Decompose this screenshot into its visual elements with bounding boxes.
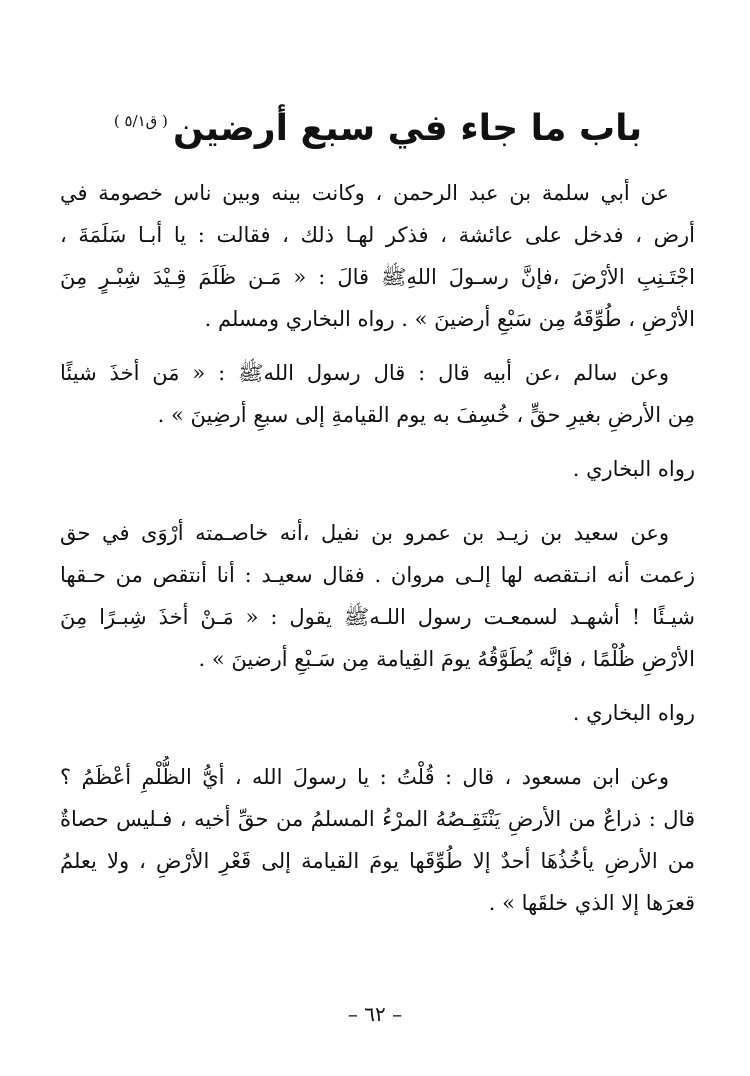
text-line: شيـئًا ! أشهـد لسمعـت رسول اللـهﷺ يقول : « مَـنْ أخذَ شِبـرًا مِنَ: [60, 605, 695, 629]
chapter-title: باب ما جاء في سبع أرضين: [172, 108, 643, 149]
text-line: وعن ابن مسعود ، قال : قُلْتُ : يا رسولَ الله ، أيُّ الظُّلْمِ أعْظَمُ ؟: [60, 765, 669, 789]
text-line: قال : ذراعٌ من الأرضِ يَنْتَقِـصُهُ المرْءُ المسلمُ من حقِّ أخيه ، فـليس حصاةٌ: [60, 807, 695, 831]
text-line: عن أبي سلمة بن عبد الرحمن ، وكانت بينه وبين ناس خصومة في: [60, 181, 669, 205]
text-line: قعرَها إلا الذي خلقَها » .: [488, 891, 695, 915]
hadith-1: [60, 172, 695, 340]
text-line: الأرْضِ ظُلْمًا ، فإنَّه يُطَوَّقُهُ يومَ القِيامة مِن سَـبْعِ أرضينَ » .: [198, 647, 695, 671]
text-line: أرض ، فدخل على عائشة ، فذكر لهـا ذلك ، فقالت : يا أبـا سَلَمَةَ ،: [60, 223, 695, 247]
page-body: [60, 172, 695, 936]
text-line: الأرْضِ ، طُوِّقَهُ مِن سَبْعِ أرضينَ » . رواه البخاري ومسلم .: [204, 307, 695, 331]
hadith-3: [60, 512, 695, 680]
hadith-2: [60, 352, 695, 436]
hadith-source: رواه البخاري .: [572, 701, 695, 725]
hadith-4: [60, 756, 695, 924]
text-line: من الأرضِ يأخُذُهَا أحدٌ إلا طُوِّقَها يومَ القيامة إلى قَعْرِ الأرْضِ ، ولا يعلمُ: [60, 849, 695, 873]
text-line: اجْتَـنِبِ الأرْضَ ،فإنَّ رسـولَ اللهِﷺ قالَ : « مَـن ظَلَمَ قِـيْدَ شِبْـرٍ مِنَ: [60, 265, 695, 289]
text-line: وعن سالم ،عن أبيه قال : قال رسول اللهﷺ : « مَن أخذَ شيئًا: [60, 361, 669, 385]
hadith-source: رواه البخاري .: [572, 457, 695, 481]
manuscript-reference: ( ق٥/١ ): [113, 112, 168, 130]
text-line: وعن سعيد بن زيـد بن عمرو بن نفيل ،أنه خاصـمته أرْوَى في حق: [60, 521, 669, 545]
text-line: زعمت أنه انـتقصه لها إلـى مروان . فقال سعيـد : أنا أنتقص من حـقها: [60, 563, 695, 587]
chapter-heading: [0, 108, 750, 149]
page-number: – ٦٢ –: [347, 1002, 403, 1026]
text-line: مِن الأرضِ بغيرِ حقٍّ ، خُسِفَ به يوم القيامةِ إلى سبعِ أرضِينَ » .: [157, 403, 695, 427]
